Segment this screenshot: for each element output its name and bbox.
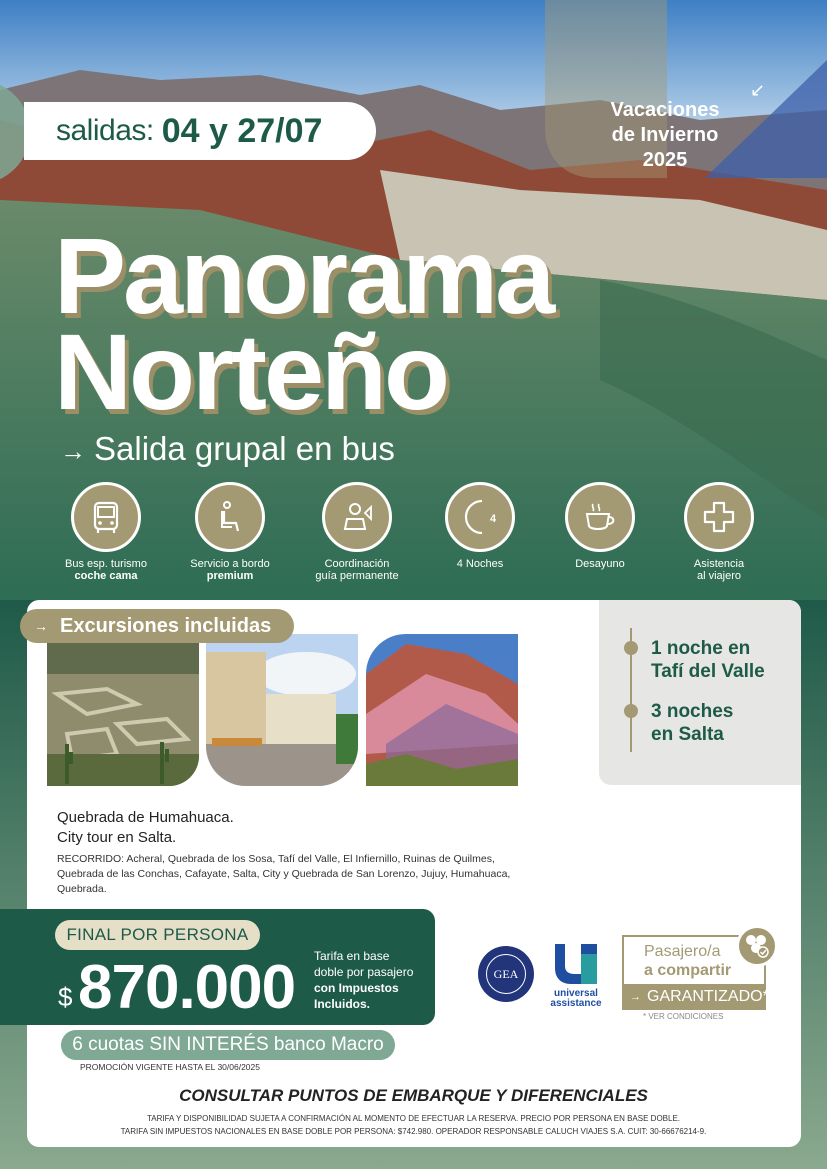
feature-seat bbox=[168, 482, 292, 582]
title-line-2: Norteño bbox=[54, 311, 447, 432]
season-label bbox=[590, 98, 740, 173]
stay-tafi bbox=[651, 637, 765, 683]
salidas-value: 04 y 27/07 bbox=[161, 111, 323, 150]
feature-nights bbox=[418, 482, 542, 570]
rate-line-2: doble por pasajero bbox=[314, 965, 414, 979]
feature-label: 4 Noches bbox=[456, 558, 504, 570]
rate-line-1: Tarifa en base bbox=[314, 949, 390, 963]
currency-symbol: $ bbox=[58, 982, 73, 1012]
feature-label: Asistencia bbox=[693, 558, 745, 570]
feature-label-bold: coche cama bbox=[74, 570, 138, 582]
feature-label-2: al viajero bbox=[696, 570, 742, 582]
arrow-right-icon: → bbox=[60, 436, 86, 466]
stay-1-line-1: 1 noche en bbox=[651, 638, 751, 659]
subtitle bbox=[60, 430, 395, 468]
universal-assistance-icon bbox=[551, 944, 601, 984]
ua-line-2: assistance bbox=[550, 998, 602, 1009]
stay-salta bbox=[651, 700, 733, 746]
breakfast-icon bbox=[565, 482, 635, 552]
legal-line-1: TARIFA Y DISPONIBILIDAD SUJETA A CONFIRMACIÓN AL MOMENTO DE EFECTUAR LA RESERVA. PRECIO POR PERSONA EN BASE DOBLE. bbox=[146, 1114, 681, 1123]
stay-2-line-2: en Salta bbox=[651, 724, 724, 745]
photo-cerro-siete-colores bbox=[366, 634, 518, 786]
pasajero-line-2: a compartir bbox=[644, 962, 732, 979]
timeline-dot bbox=[624, 641, 638, 655]
excursion-line-1: Quebrada de Humahuaca. bbox=[57, 809, 234, 826]
salidas-label: salidas: bbox=[56, 114, 154, 147]
gea-logo-text: GEA bbox=[486, 954, 526, 994]
guaranteed-label: GARANTIZADO* bbox=[647, 988, 769, 1005]
final-per-person-badge: FINAL POR PERSONA bbox=[55, 920, 260, 950]
title-line-1: Panorama bbox=[54, 215, 553, 336]
legal-text bbox=[0, 1112, 827, 1138]
corner-arrow-icon: ↙ bbox=[750, 80, 766, 100]
bus-icon bbox=[71, 482, 141, 552]
timeline-dot bbox=[624, 704, 638, 718]
legal-line-2: TARIFA SIN IMPUESTOS NACIONALES EN BASE DOBLE POR PERSONA: $742.980. OPERADOR RESPONSABLE CALUCH VIAJES S.A. CUIT: 30-66676214-9. bbox=[120, 1127, 707, 1136]
installments-badge: 6 cuotas SIN INTERÉS banco Macro bbox=[61, 1030, 395, 1060]
excursions-label: Excursiones incluidas bbox=[60, 614, 272, 637]
feature-bus bbox=[44, 482, 168, 582]
features-row bbox=[44, 482, 784, 592]
stays-panel bbox=[599, 600, 801, 785]
arrow-right-icon: → bbox=[34, 618, 48, 634]
arrow-right-icon: → bbox=[630, 991, 641, 1003]
gea-logo bbox=[478, 946, 534, 1002]
subtitle-text: Salida grupal en bus bbox=[94, 430, 395, 467]
route-text: RECORRIDO: Acheral, Quebrada de los Sosa, Tafí del Valle, El Infiernillo, Ruinas de Quilmes, Quebrada de las Conchas, Cafayate, Salta, City y Quebrada de San Lorenzo, Jujuy, Humahuaca, Quebrada. bbox=[57, 853, 511, 895]
feature-label-2: guía permanente bbox=[315, 570, 399, 582]
guaranteed-bar bbox=[622, 984, 769, 1010]
guide-icon bbox=[322, 482, 392, 552]
nights-count: 4 bbox=[490, 513, 497, 525]
rate-note bbox=[314, 948, 429, 1012]
universal-assistance-logo bbox=[548, 944, 604, 1009]
boarding-points-notice: CONSULTAR PUNTOS DE EMBARQUE Y DIFERENCIALES bbox=[179, 1086, 648, 1105]
page-title bbox=[54, 215, 553, 432]
feature-label-bold: premium bbox=[206, 570, 254, 582]
moon-icon bbox=[445, 482, 515, 552]
feature-label: Coordinación bbox=[324, 558, 390, 570]
excursion-description bbox=[57, 808, 234, 848]
stay-1-line-2: Tafí del Valle bbox=[651, 661, 765, 682]
rate-line-4: Incluidos. bbox=[314, 997, 371, 1011]
excursion-line-2: City tour en Salta. bbox=[57, 829, 177, 846]
feature-breakfast bbox=[538, 482, 662, 570]
feature-guide bbox=[295, 482, 419, 582]
see-conditions-note: * VER CONDICIONES bbox=[643, 1012, 724, 1021]
feature-label: Desayuno bbox=[575, 558, 625, 570]
photo-salta-city bbox=[206, 634, 358, 786]
season-year: 2025 bbox=[642, 149, 688, 171]
feature-label: Servicio a bordo bbox=[190, 558, 270, 570]
promo-validity: PROMOCIÓN VIGENTE HASTA EL 30/06/2025 bbox=[80, 1062, 260, 1072]
pasajero-line-1: Pasajero/a bbox=[644, 943, 721, 960]
photo-quilmes-ruins bbox=[47, 634, 199, 786]
feature-label: Bus esp. turismo bbox=[65, 558, 147, 570]
rate-line-3: con Impuestos bbox=[314, 981, 399, 995]
seat-icon bbox=[195, 482, 265, 552]
medical-cross-icon bbox=[684, 482, 754, 552]
season-line-2: de Invierno bbox=[611, 124, 719, 146]
stay-2-line-1: 3 noches bbox=[651, 701, 734, 722]
departure-dates-badge bbox=[24, 102, 376, 160]
feature-assistance bbox=[657, 482, 781, 582]
excursions-badge bbox=[20, 609, 294, 643]
ua-line-1: universal bbox=[554, 988, 598, 999]
price-amount: 870.000 bbox=[78, 953, 296, 1022]
season-line-1: Vacaciones bbox=[610, 99, 720, 121]
people-badge-icon bbox=[736, 925, 778, 967]
